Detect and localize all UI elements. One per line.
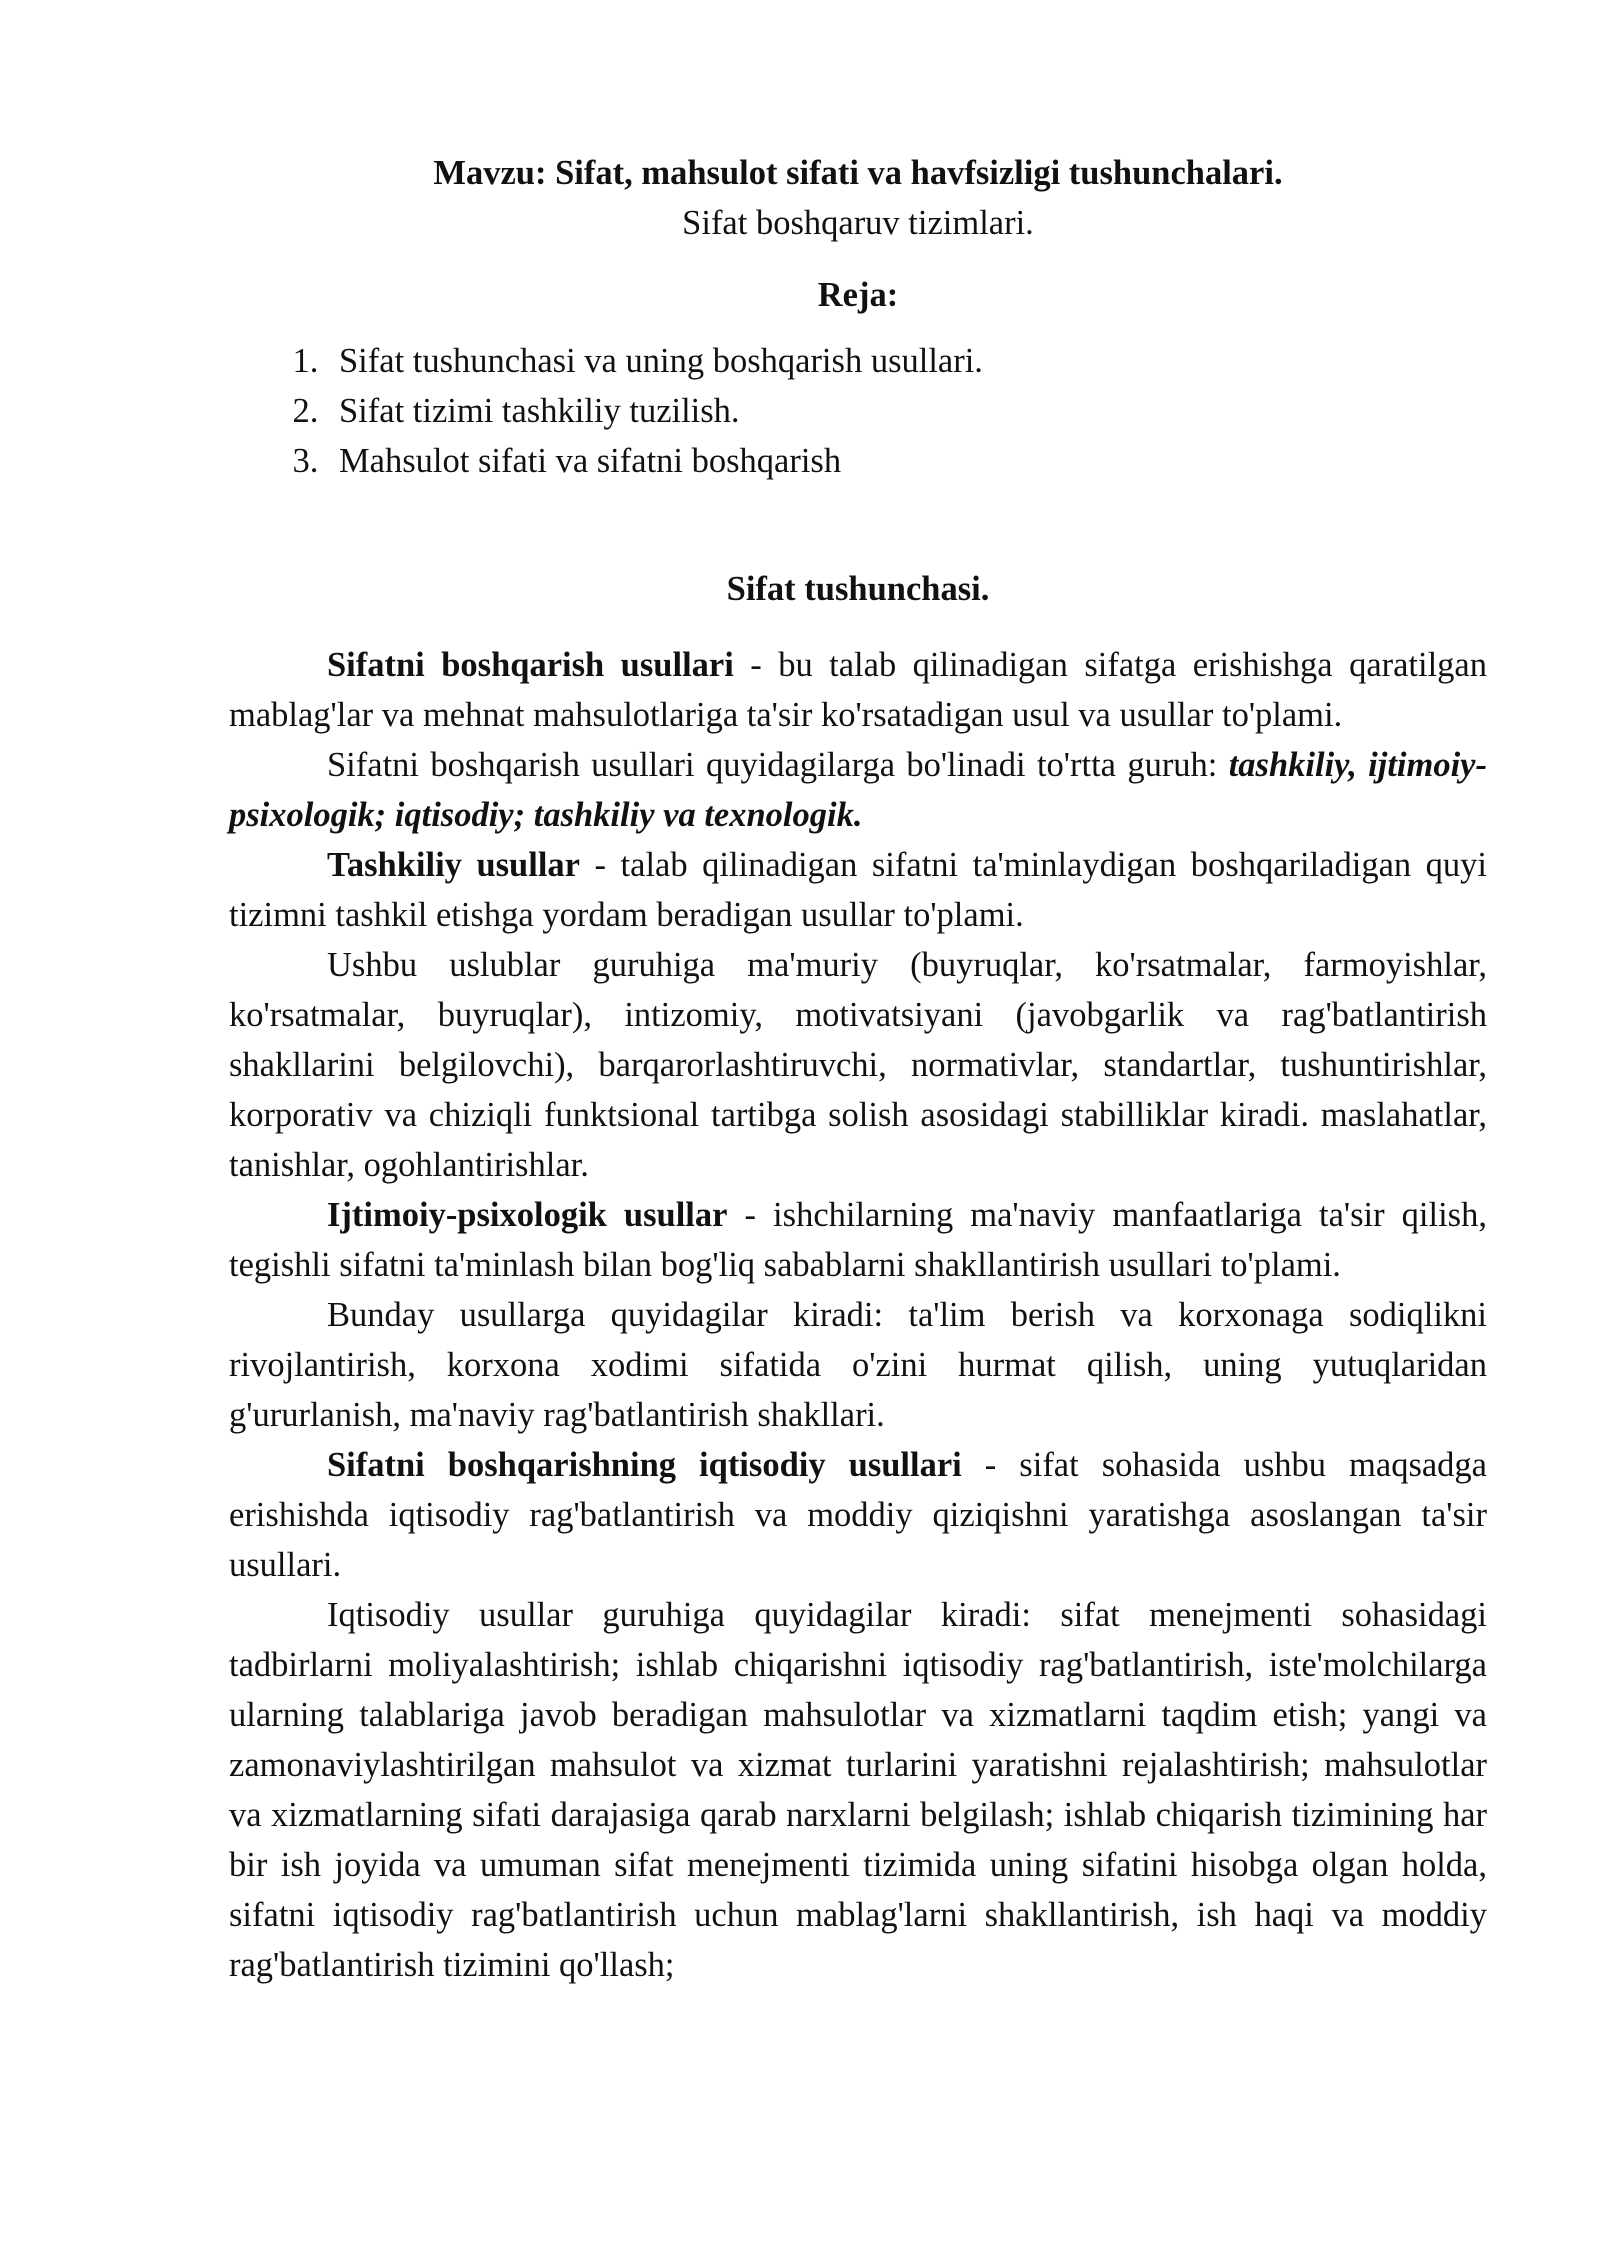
paragraph-organizational-list [229, 940, 1487, 1190]
document-page [229, 148, 1487, 1990]
term-bold: Tashkiliy usullar [327, 846, 580, 884]
plan-item: 2. Sifat tizimi tashkiliy tuzilish. [327, 386, 1487, 436]
document-title: Mavzu: Sifat, mahsulot sifati va havfsizligi tushunchalari. [433, 154, 1283, 192]
paragraph-text: - ishchilarning ma'naviy manfaatlariga ta'sir qilish, tegishli sifatni ta'minlash bilan bog'liq sabablarni shakllantirish usullari to'plami. [229, 1196, 1487, 1284]
paragraph-text: - sifat sohasida ushbu maqsadga erishishda iqtisodiy rag'batlantirish va moddiy qiziqishni yaratishga asoslangan ta'sir usullari. [229, 1446, 1487, 1584]
section-heading: Sifat tushunchasi. [726, 570, 990, 608]
document-subtitle: Sifat boshqaruv tizimlari. [682, 204, 1034, 242]
paragraph-economic-list [229, 1590, 1487, 1990]
emphasis-bold-italic: tashkiliy, ijtimoiy-psixologik; iqtisodiy; tashkiliy va texnologik. [229, 746, 1487, 834]
paragraph-text: Sifatni boshqarish usullari quyidagilarga bo'linadi to'rtta guruh: [327, 746, 1229, 784]
term-bold: Ijtimoiy-psixologik usullar [327, 1196, 728, 1234]
term-bold: Sifatni boshqarishning iqtisodiy usullari [327, 1446, 962, 1484]
paragraph-text: - bu talab qilinadigan sifatga erishishga qaratilgan mablag'lar va mehnat mahsulotlariga ta'sir ko'rsatadigan usul va usullar to'plami. [229, 646, 1487, 734]
paragraph-method-groups [229, 740, 1487, 840]
plan-list [229, 336, 1487, 486]
paragraph-organizational-methods [229, 840, 1487, 940]
paragraph-quality-methods [229, 640, 1487, 740]
term-bold: Sifatni boshqarish usullari [327, 646, 734, 684]
paragraph-text: Bunday usullarga quyidagilar kiradi: ta'lim berish va korxonaga sodiqlikni rivojlantirish, korxona xodimi sifatida o'zini hurmat qilish, uning yutuqlaridan g'ururlanish, ma'naviy rag'batlantirish shakllari. [229, 1296, 1487, 1434]
paragraph-socio-psychological-methods [229, 1190, 1487, 1290]
paragraph-text: - talab qilinadigan sifatni ta'minlaydigan boshqariladigan quyi tizimni tashkil etishga yordam beradigan usullar to'plami. [229, 846, 1488, 934]
plan-item: 3. Mahsulot sifati va sifatni boshqarish [327, 436, 1487, 486]
paragraph-socio-psychological-list [229, 1290, 1487, 1440]
paragraph-text: Iqtisodiy usullar guruhiga quyidagilar kiradi: sifat menejmenti sohasidagi tadbirlarni moliyalashtirish; ishlab chiqarishni iqtisodiy rag'batlantirish, iste'molchilarga ularning talablariga javob beradigan mahsulotlar va xizmatlarni taqdim etish; yangi va zamonaviylashtirilgan mahsulot va xizmat turlarini yaratishni rejalashtirish; mahsulotlar va xizmatlarning sifati darajasiga qarab narxlarni belgilash; ishlab chiqarish tizimining har bir ish joyida va umuman sifat menejmenti tizimida uning sifatini hisobga olgan holda, sifatni iqtisodiy rag'batlantirish uchun mablag'larni shakllantirish, ish haqi va moddiy rag'batlantirish tizimini qo'llash; [229, 1596, 1487, 1984]
paragraph-economic-methods [229, 1440, 1487, 1590]
plan-heading: Reja: [817, 276, 899, 314]
plan-item: 1. Sifat tushunchasi va uning boshqarish usullari. [327, 336, 1487, 386]
paragraph-text: Ushbu uslublar guruhiga ma'muriy (buyruqlar, ko'rsatmalar, farmoyishlar, ko'rsatmalar, buyruqlar), intizomiy, motivatsiyani (javobgarlik va rag'batlantirish shakllarini belgilovchi), barqarorlashtiruvchi, normativlar, standartlar, tushuntirishlar, korporativ va chiziqli funktsional tartibga solish asosidagi stabilliklar kiradi. maslahatlar, tanishlar, ogohlantirishlar. [229, 946, 1487, 1184]
